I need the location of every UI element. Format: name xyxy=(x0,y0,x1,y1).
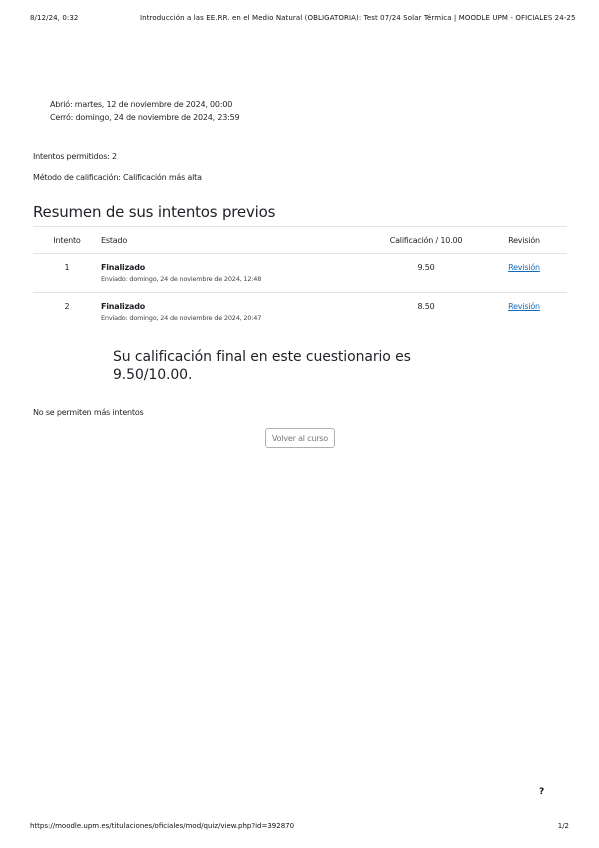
page-counter: 1/2 xyxy=(557,822,569,830)
column-header-review: Revisión xyxy=(481,227,567,254)
print-header xyxy=(30,14,576,26)
review-link[interactable]: Revisión xyxy=(508,302,540,311)
table-row xyxy=(33,254,567,293)
attempt-state: Finalizado xyxy=(101,263,146,272)
back-to-course-button[interactable]: Volver al curso xyxy=(265,428,335,448)
print-page-title: Introducción a las EE.RR. en el Medio Natural (OBLIGATORIA): Test 07/24 Solar Térmica | MOODLE UPM - OFICIALES 24-25 xyxy=(140,14,576,22)
grading-method: Método de calificación: Calificación más alta xyxy=(33,173,202,182)
print-footer xyxy=(30,822,569,834)
closed-date: Cerró: domingo, 24 de noviembre de 2024, 23:59 xyxy=(50,113,240,122)
help-icon[interactable]: ? xyxy=(539,787,545,797)
attempt-grade: 9.50 xyxy=(417,263,435,272)
no-more-attempts: No se permiten más intentos xyxy=(33,408,144,417)
attempts-allowed: Intentos permitidos: 2 xyxy=(33,152,117,161)
attempt-submitted: Enviado: domingo, 24 de noviembre de 2024, 20:47 xyxy=(101,314,262,322)
table-header-row xyxy=(33,227,567,254)
attempt-submitted: Enviado: domingo, 24 de noviembre de 2024, 12:48 xyxy=(101,275,262,283)
attempt-grade: 8.50 xyxy=(417,302,435,311)
review-link[interactable]: Revisión xyxy=(508,263,540,272)
quiz-dates xyxy=(50,98,239,124)
opened-date: Abrió: martes, 12 de noviembre de 2024, 00:00 xyxy=(50,100,233,109)
attempts-table xyxy=(33,226,567,331)
print-url: https://moodle.upm.es/titulaciones/oficiales/mod/quiz/view.php?id=392870 xyxy=(30,822,295,830)
attempt-state: Finalizado xyxy=(101,302,146,311)
table-row xyxy=(33,293,567,332)
attempt-number: 2 xyxy=(64,302,70,311)
column-header-attempt: Intento xyxy=(33,227,101,254)
column-header-state: Estado xyxy=(101,227,371,254)
print-date: 8/12/24, 0:32 xyxy=(30,14,79,22)
attempt-number: 1 xyxy=(64,263,70,272)
final-grade-text: Su calificación final en este cuestionario es 9.50/10.00. xyxy=(113,349,411,383)
summary-title: Resumen de sus intentos previos xyxy=(33,203,276,221)
column-header-grade: Calificación / 10.00 xyxy=(371,227,481,254)
